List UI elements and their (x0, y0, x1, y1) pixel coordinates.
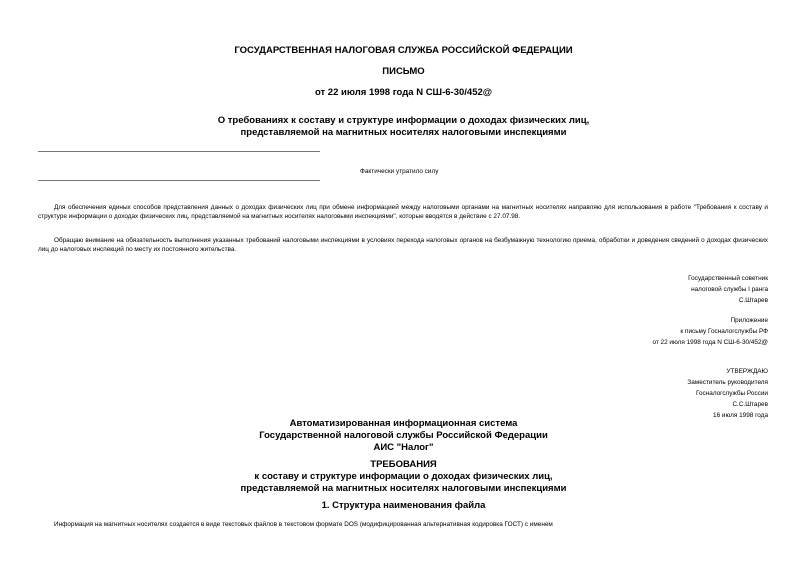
section1-heading: 1. Структура наименования файла (321, 500, 486, 511)
appendix-line3: от 22 июля 1998 года N СШ-6-30/452@ (652, 339, 768, 346)
doc-title-line1: О требованиях к составу и структуре информации о доходах физических лиц, (217, 115, 590, 126)
approval-line5: 16 июля 1998 года (713, 412, 768, 419)
approval-line2: Заместитель руководителя (687, 379, 768, 386)
approval-line3: Госналогслужбы России (695, 390, 768, 397)
doc-type: ПИСЬМО (382, 66, 425, 77)
status-note: Фактически утратило силу (360, 168, 439, 175)
appendix-line2: к письму Госналогслужбы РФ (680, 328, 768, 335)
system-line2: Государственной налоговой службы Российской Федерации (259, 430, 548, 441)
requirements-heading: ТРЕБОВАНИЯ (370, 459, 437, 470)
divider-bottom (38, 180, 320, 181)
signature-line3: С.Штарев (738, 297, 768, 304)
system-line3: АИС "Налог" (373, 442, 434, 453)
signature-line1: Государственный советник (688, 275, 768, 282)
approval-line4: С.С.Штарев (732, 401, 768, 408)
divider-top (38, 151, 320, 152)
appendix-line1: Приложение (730, 317, 768, 324)
requirements-line1: к составу и структуре информации о доходах физических лиц, (254, 471, 553, 482)
approval-block (687, 366, 768, 421)
approval-line1: УТВЕРЖДАЮ (726, 368, 768, 375)
system-line1: Автоматизированная информационная система (289, 418, 518, 429)
body-paragraph-2: Обращаю внимание на обязательность выполнения указанных требований налоговыми инспекциями в условиях перехода налоговых органов на безбумажную технологию приема, обработки и доведения сведений о доходах физических лиц до налоговых инспекций по месту их постоянного жительства. (38, 237, 768, 253)
body-paragraph-1: Для обеспечения единых способов представления данных о доходах физических лиц при обмене информацией между налоговыми органами на магнитных носителях направляю для использования в работе "Требования к составу и структуре информации о доходах физических лиц, представляемой на магнитных носителях налоговыми инспекциями", которые вводятся в действие с 27.07.98. (38, 204, 768, 220)
org-title: ГОСУДАРСТВЕННАЯ НАЛОГОВАЯ СЛУЖБА РОССИЙСКОЙ ФЕДЕРАЦИИ (234, 45, 573, 56)
doc-date-number: от 22 июля 1998 года N СШ-6-30/452@ (314, 87, 493, 98)
appendix-block (652, 315, 768, 348)
signature-line2: налоговой службы I ранга (691, 286, 768, 293)
section1-text: Информация на магнитных носителях создается в виде текстовых файлов в текстовом формате DOS (модифицированная альтернативная кодировка ГОСТ) с именем (54, 521, 553, 528)
doc-title-line2: представляемой на магнитных носителях налоговыми инспекциями (240, 127, 567, 138)
signature-block (688, 273, 768, 306)
requirements-line2: представляемой на магнитных носителях налоговыми инспекциями (240, 483, 567, 494)
